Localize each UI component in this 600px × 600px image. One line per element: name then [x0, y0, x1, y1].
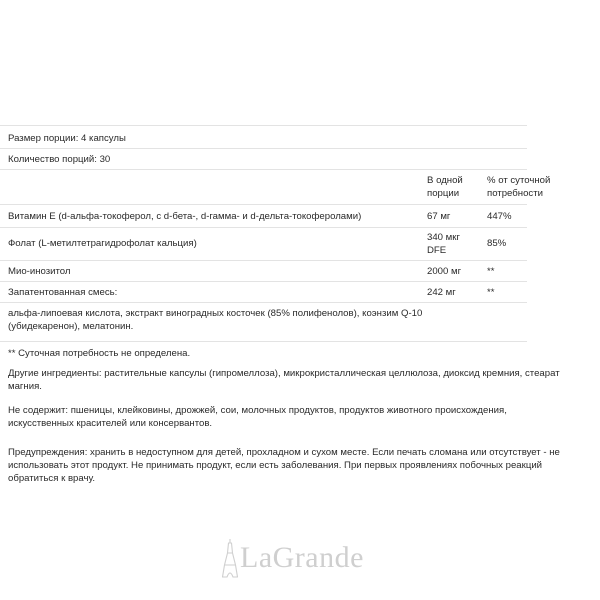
blend-ingredients-text: альфа-липоевая кислота, экстракт виноградных косточек (85% полифенолов), коэнзим Q-10 (убидекаренон), мелатонин.	[8, 308, 423, 332]
eiffel-tower-icon	[222, 538, 238, 578]
nutrient-amount: 2000 мг	[427, 266, 462, 277]
serving-size-row	[0, 125, 527, 149]
nutrient-name: Запатентованная смесь:	[8, 287, 118, 298]
table-row	[0, 282, 527, 303]
footnote-row	[0, 342, 527, 364]
daily-value-footnote: ** Суточная потребность не определена.	[8, 348, 191, 359]
warnings-text: Предупреждения: хранить в недоступном для детей, прохладном и сухом месте. Если печать сломана или отсутствует - не использовать этот продукт. Не принимать продукт, если есть заболевания. При первых проявлениях побочных реакций обратиться к врачу.	[8, 447, 560, 484]
table-row	[0, 205, 527, 228]
nutrient-name: Витамин E (d-альфа-токоферол, с d-бета-, d-гамма- и d-дельта-токоферолами)	[8, 211, 362, 222]
serving-size-label: Размер порции: 4 капсулы	[8, 133, 126, 144]
servings-count-label: Количество порций: 30	[8, 154, 111, 165]
other-ingredients-text: Другие ингредиенты: растительные капсулы (гипромеллоза), микрокристаллическая целлюлоза, диоксид кремния, стеарат магния.	[8, 368, 560, 392]
daily-value-column-header: % от суточной потребности	[487, 175, 551, 199]
nutrient-amount: 67 мг	[427, 211, 451, 222]
nutrient-name: Фолат (L-метилтетрагидрофолат кальция)	[8, 238, 197, 249]
table-row	[0, 261, 527, 282]
nutrient-daily-value: **	[487, 287, 495, 298]
amount-column-header: В одной порции	[427, 175, 463, 199]
nutrient-daily-value: 85%	[487, 238, 507, 249]
nutrient-amount: 242 мг	[427, 287, 456, 298]
watermark-text: LaGrande	[240, 541, 364, 574]
table-header-row	[0, 170, 551, 205]
table-row	[0, 228, 527, 261]
nutrient-daily-value: 447%	[487, 211, 512, 222]
nutrient-daily-value: **	[487, 266, 495, 277]
watermark-logo	[222, 535, 392, 581]
supplement-facts-table	[0, 125, 551, 364]
servings-count-row	[0, 149, 527, 170]
blend-ingredients-row	[0, 303, 527, 342]
free-of-text: Не содержит: пшеницы, клейковины, дрожжей, сои, молочных продуктов, продуктов животного происхождения, искусственных красителей или консервантов.	[8, 405, 507, 429]
nutrient-name: Мио-инозитол	[8, 266, 71, 277]
nutrient-amount: 340 мкг DFE	[427, 232, 460, 256]
